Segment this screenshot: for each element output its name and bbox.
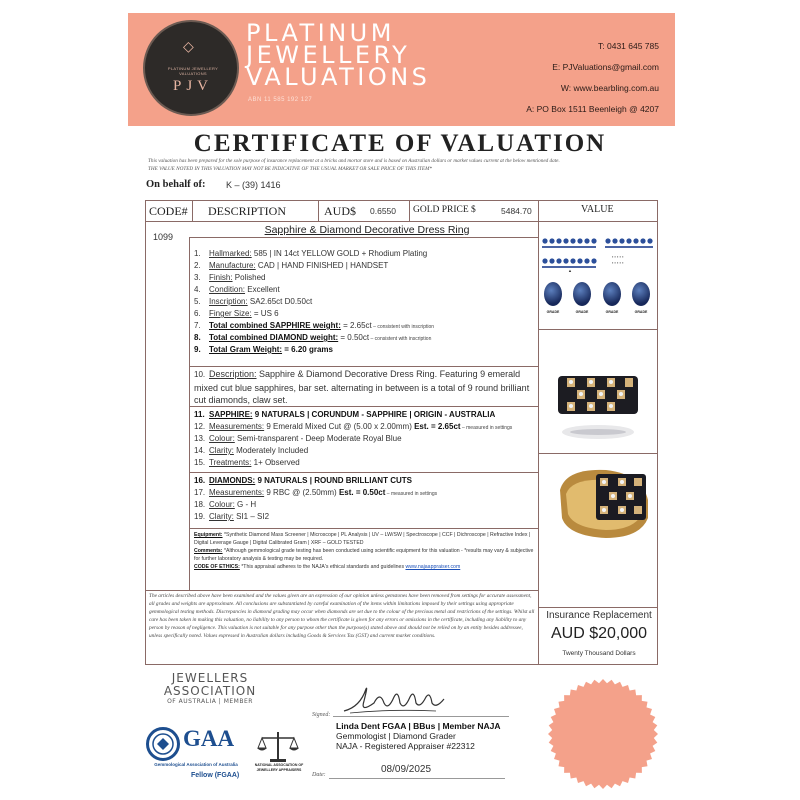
jewellers-association-logo [150, 672, 270, 705]
brand-line: PLATINUM [246, 19, 395, 47]
ethics-label: CODE OF ETHICS: [194, 564, 240, 570]
signed-label: Signed: [312, 712, 331, 718]
col-description: DESCRIPTION [208, 204, 287, 218]
certificate-title: CERTIFICATE OF VALUATION [193, 130, 607, 157]
insurance-value: AUD $20,000 [550, 625, 648, 642]
contact-block [526, 36, 659, 120]
date-value: 08/09/2025 [381, 764, 432, 775]
company-seal [547, 678, 659, 790]
divider [538, 329, 658, 330]
gaa-subtitle: Gemmological Association of Australia [154, 762, 238, 767]
aud-value: 0.6550 [370, 206, 396, 216]
phone: T: 0431 645 785 [598, 41, 659, 51]
item-code: 1099 [153, 232, 174, 242]
col-gold-price: GOLD PRICE $ [413, 205, 476, 215]
disclaimer: The articles described above have been examined and the values given are an expression of our opinion unless gemstones have been removed from settings for accurate assessment, all grades and weights are approximate. All conclusions are substantiated by careful examination of the items within limitations imposed by their settings using appropriate gemmological testing methods. Discrepancies in diamond grading may occur when diamonds are set due to the colour of the precious metal and restrictions of the settings. Whilst all care has been taken in making this valuation, no liability to any person to whom the certificate is given for any errors or omissions in the certificate, including any liability to any person by reason of negligence. This valuation is not suitable for any purpose other than the purpose(s) stated above and should not be relied on by an entity besides addressee, unless specifically noted. Values expressed in Australian dollars including Goods & Services Tax (GST) and current market conditions. [149, 593, 535, 639]
description-block: 10. Description: Sapphire & Diamond Decorative Dress Ring. Featuring 9 emerald mixed cut blue sapphires, bar set. alternating in between is a total of 9 round brilliant cut diamonds, claw set. [194, 369, 530, 405]
detail-note: – consistent with inscription [369, 336, 432, 342]
divider [145, 590, 538, 591]
detail-label: Condition: [209, 285, 246, 294]
on-behalf-label: On behalf of: [146, 179, 206, 190]
list-item: 1. Hallmarked: 585 | IN 14ct YELLOW GOLD + Rhodium Plating [194, 249, 428, 258]
insurance-words: Twenty Thousand Dollars [562, 650, 636, 657]
on-behalf-value: K – (39) 1416 [226, 180, 281, 190]
intro-line: This valuation has been prepared for the sole purpose of insurance replacement at a bricks and mortar store and is based on Australian dollars or market values current at the below mentioned date. [148, 158, 560, 164]
list-item: 5. Inscription: SA2.65ct D0.50ct [194, 297, 313, 306]
detail-value: CAD | HAND FINISHED | HANDSET [255, 261, 389, 270]
list-item: 7. Total combined SAPPHIRE weight: = 2.65ct – consistent with inscription [194, 321, 435, 330]
detail-value: 9 NATURALS | CORUNDUM - SAPPHIRE | ORIGIN - AUSTRALIA [252, 410, 496, 419]
date-line [329, 778, 505, 779]
fellow-label: Fellow (FGAA) [191, 772, 240, 779]
logo-small-text: PLATINUM JEWELLERY VALUATIONS [167, 66, 219, 76]
detail-label: DIAMONDS: [209, 476, 256, 485]
brand-line: JEWELLERY [246, 41, 411, 69]
detail-estimate: Est. = 0.50ct [336, 488, 386, 497]
equipment-block [194, 531, 536, 571]
list-item: 3. Finish: Polished [194, 273, 266, 282]
detail-label: Hallmarked: [209, 249, 252, 258]
seal-shape [548, 679, 658, 789]
detail-label: Measurements: [209, 488, 265, 497]
equipment-line [194, 531, 536, 547]
gaa-logo: GAA [183, 726, 235, 751]
detail-label: Colour: [209, 434, 235, 443]
details-list [194, 248, 434, 356]
diamond-list [194, 475, 437, 523]
equipment-text: *Synthetic Diamond Mass Screener | Microscope | PL Analysis | UV – LW/SW | Spectroscope | CCF | Dichroscope | Refractive Index | Digital Leverage Gauge | Digital Calibrated Gram | XRF – GOLD TESTED [194, 532, 531, 546]
divider [318, 200, 319, 222]
company-logo [143, 20, 239, 116]
logo-monogram: PJV [172, 78, 213, 94]
divider [192, 200, 193, 222]
company-name [246, 19, 431, 91]
signature-line [333, 716, 509, 717]
sapphire-colour-chart [540, 234, 656, 326]
detail-value: = 0.50ct [338, 333, 370, 342]
col-value: VALUE [581, 204, 614, 215]
list-item: 11. SAPPHIRE: 9 NATURALS | CORUNDUM - SAPPHIRE | ORIGIN - AUSTRALIA [194, 410, 496, 419]
list-item: 13. Colour: Semi-transparent - Deep Moderate Royal Blue [194, 434, 402, 443]
gold-price-value: 5484.70 [501, 206, 532, 216]
intro-text [148, 158, 668, 173]
detail-label: Measurements: [209, 422, 265, 431]
brand-line: VALUATIONS [246, 63, 431, 91]
sapphire-grade-sample [573, 282, 591, 306]
list-item: 2. Manufacture: CAD | HAND FINISHED | HANDSET [194, 261, 389, 270]
ja-line: OF AUSTRALIA | MEMBER [167, 698, 253, 705]
ring-photo-side [556, 460, 651, 544]
detail-value: 9 NATURALS | ROUND BRILLIANT CUTS [255, 476, 412, 485]
detail-label: Total Gram Weight: [209, 345, 283, 354]
detail-note: – consistent with inscription [371, 324, 435, 330]
detail-label: Total combined DIAMOND weight: [209, 333, 339, 342]
detail-value: 1+ Observed [251, 458, 300, 467]
detail-value: Moderately Included [233, 446, 309, 455]
signatory-title: Gemmologist | Diamond Grader [336, 731, 456, 741]
detail-label: SAPPHIRE: [209, 410, 253, 419]
detail-label: Finger Size: [209, 309, 252, 318]
sapphire-list [194, 409, 512, 469]
detail-value: = US 6 [251, 309, 279, 318]
detail-value: SA2.65ct D0.50ct [247, 297, 313, 306]
divider [189, 528, 538, 529]
divider [189, 237, 190, 590]
col-aud: AUD$ [324, 204, 356, 218]
list-item: 8. Total combined DIAMOND weight: = 0.50ct – consistent with inscription [194, 333, 432, 342]
ethics-line [194, 563, 536, 571]
email: E: PJValuations@gmail.com [552, 62, 659, 72]
divider [538, 200, 539, 665]
abn: ABN 11 585 192 127 [248, 97, 313, 103]
signatory-name: Linda Dent FGAA | BBus | Member NAJA [336, 721, 501, 731]
website: W: www.bearbling.com.au [560, 83, 659, 93]
gaa-emblem-icon [146, 727, 180, 761]
detail-estimate: Est. = 2.65ct [411, 422, 461, 431]
detail-label: Description: [209, 369, 257, 379]
list-item: 18. Colour: G - H [194, 500, 257, 509]
sapphire-grade-sample [632, 282, 650, 306]
ethics-text: *This appraisal adheres to the NAJA's ethical standards and guidelines [239, 564, 406, 570]
detail-label: Finish: [209, 273, 233, 282]
detail-label: Manufacture: [209, 261, 256, 270]
date-label: Date: [312, 772, 326, 778]
detail-value: 9 Emerald Mixed Cut @ (5.00 x 2.00mm) [264, 422, 412, 431]
detail-label: Treatments: [209, 458, 252, 467]
svg-text:▲: ▲ [568, 268, 572, 273]
list-item: 15. Treatments: 1+ Observed [194, 458, 300, 467]
detail-label: Total combined SAPPHIRE weight: [209, 321, 341, 330]
divider [189, 237, 538, 238]
divider [538, 607, 658, 608]
ja-line: JEWELLERS [171, 671, 249, 685]
signatory [336, 721, 501, 751]
naja-logo-text: NATIONAL ASSOCIATION OF JEWELLERY APPRAISERS [254, 763, 304, 772]
grade-label: GRADE [575, 310, 589, 314]
item-title: Sapphire & Diamond Decorative Dress Ring [264, 224, 470, 236]
grade-label: GRADE [634, 310, 648, 314]
detail-value: Excellent [245, 285, 280, 294]
list-item: 16. DIAMONDS: 9 NATURALS | ROUND BRILLIANT CUTS [194, 476, 412, 485]
diamond-icon: ◇ [183, 38, 194, 54]
header-banner [128, 13, 675, 126]
detail-label: Colour: [209, 500, 235, 509]
detail-label: Clarity: [209, 446, 234, 455]
list-item: 9. Total Gram Weight: = 6.20 grams [194, 345, 333, 354]
ja-line: ASSOCIATION [163, 684, 257, 698]
detail-value: = 2.65ct [340, 321, 372, 330]
signatory-registration: NAJA - Registered Appraiser #22312 [336, 741, 475, 751]
divider [189, 472, 538, 473]
list-item: 12. Measurements: 9 Emerald Mixed Cut @ (5.00 x 2.00mm) Est. = 2.65ct – measured in settings [194, 422, 513, 431]
equipment-label: Equipment: [194, 532, 223, 538]
detail-value: 585 | IN 14ct YELLOW GOLD + Rhodium Plating [251, 249, 428, 258]
detail-note: – measured in settings [385, 491, 438, 497]
comments-label: Comments: [194, 548, 223, 554]
detail-value: = 6.20 grams [282, 345, 333, 354]
detail-value: Sapphire & Diamond Decorative Dress Ring. Featuring 9 emerald mixed cut blue sapphires, bar set. alternating in between is a total of 9 round brilliant cut diamonds, claw set. [194, 369, 530, 405]
comments-text: *Although gemmological grade testing has been conducted using scientific equipment for this valuation - *results may vary & subjective for further laboratory analysis & testing may be required. [194, 548, 534, 562]
list-item: 17. Measurements: 9 RBC @ (2.50mm) Est. = 0.50ct – measured in settings [194, 488, 438, 497]
address: A: PO Box 1511 Beenleigh @ 4207 [526, 104, 659, 114]
divider [538, 453, 658, 454]
divider [189, 366, 538, 367]
detail-label: Inscription: [209, 297, 248, 306]
comments-line [194, 547, 536, 563]
grade-label: GRADE [546, 310, 560, 314]
svg-text:▪ ▪ ▪ ▪ ▪: ▪ ▪ ▪ ▪ ▪ [612, 254, 624, 259]
detail-value: G - H [234, 500, 257, 509]
list-item: 6. Finger Size: = US 6 [194, 309, 279, 318]
sapphire-grade-sample [544, 282, 562, 306]
grade-label: GRADE [605, 310, 619, 314]
ethics-link[interactable]: www.najaappraiser.com [405, 564, 461, 570]
detail-note: – measured in settings [460, 425, 513, 431]
sapphire-grade-sample [603, 282, 621, 306]
insurance-label: Insurance Replacement [546, 610, 652, 621]
divider [409, 200, 410, 222]
detail-label: Clarity: [209, 512, 234, 521]
detail-value: SI1 – SI2 [233, 512, 270, 521]
list-item: 14. Clarity: Moderately Included [194, 446, 309, 455]
list-item: 19. Clarity: SI1 – SI2 [194, 512, 270, 521]
divider [145, 221, 658, 222]
list-item: 4. Condition: Excellent [194, 285, 280, 294]
detail-value: Semi-transparent - Deep Moderate Royal Blue [234, 434, 402, 443]
detail-value: Polished [232, 273, 266, 282]
ring-photo-top [553, 366, 643, 446]
svg-text:▪ ▪ ▪ ▪ ▪: ▪ ▪ ▪ ▪ ▪ [612, 260, 624, 265]
detail-value: 9 RBC @ (2.50mm) [264, 488, 337, 497]
col-code: CODE# [149, 204, 188, 218]
intro-line: THE VALUE NOTED IN THIS VALUATION MAY NOT BE INDICATIVE OF THE USUAL MARKET OR SALE PRICE OF THIS ITEM* [148, 165, 433, 172]
